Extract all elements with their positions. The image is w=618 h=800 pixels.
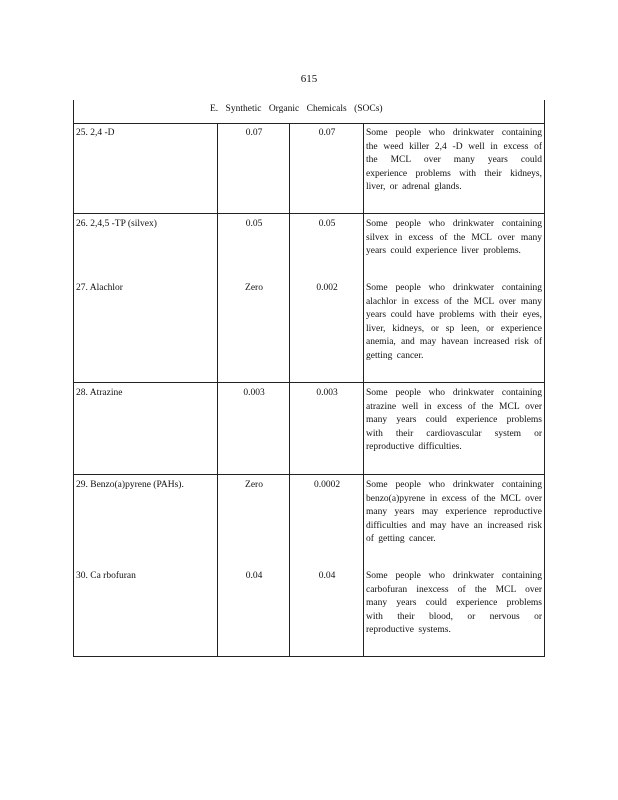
row-rule-1 [73,213,545,214]
column-divider-3 [363,124,364,657]
contaminant-name: 28. Atrazine [76,388,123,398]
mclg-value: 0.04 [318,571,336,581]
mclg-value: 0.0002 [313,480,341,490]
contaminant-name: 29. Benzo(a)pyrene (PAHs). [76,480,184,490]
mcl-value: 0.07 [245,128,263,138]
table-right-border [544,100,545,657]
mcl-value: 0.05 [245,219,263,229]
health-effects-text: Some people who drinkwater containing carbofuran inexcess of the MCL over many years could experience problems with their blood, or nervous or reproductive systems. [366,571,542,636]
contaminant-table [73,100,545,657]
mcl-value: Zero [245,283,263,293]
column-divider-2 [289,124,290,657]
health-effects-text: Some people who drinkwater containing alachlor in excess of the MCL over many years could have problems with their eyes, liver, kidneys, or sp leen, or experience anemia, and may havean increased risk of getting cancer. [366,283,542,361]
section-heading: E. Synthetic Organic Chemicals (SOCs) [210,104,383,114]
row-rule-3 [73,474,545,475]
mclg-value: 0.003 [316,388,338,398]
contaminant-name: 27. Alachlor [76,283,123,293]
table-bottom-rule [73,656,545,657]
health-effects-text: Some people who drinkwater containing atrazine well in excess of the MCL over many years could experience problems with their cardiovascular system or reproductive difficulties. [366,388,542,453]
mcl-value: 0.003 [243,388,265,398]
row-rule-2 [73,382,545,383]
table-left-border [73,100,74,657]
mclg-value: 0.002 [316,283,338,293]
mcl-value: Zero [245,480,263,490]
column-divider-1 [217,124,218,657]
heading-rule [73,123,545,124]
health-effects-text: Some people who drinkwater containing silvex in excess of the MCL over many years could experience liver problems. [366,219,542,257]
contaminant-name: 30. Ca rbofuran [76,571,136,581]
contaminant-name: 25. 2,4 -D [76,128,115,138]
health-effects-text: Some people who drinkwater containing the weed killer 2,4 -D well in excess of the MCL over many years could experience problems with their kidneys, liver, or adrenal glands. [366,128,542,193]
mclg-value: 0.07 [318,128,336,138]
mclg-value: 0.05 [318,219,336,229]
page-number: 615 [300,73,318,85]
health-effects-text: Some people who drinkwater containing benzo(a)pyrene in excess of the MCL over many years may experience reproductive difficulties and may have an increased risk of getting cancer. [366,480,542,545]
contaminant-name: 26. 2,4,5 -TP (silvex) [76,219,157,229]
mcl-value: 0.04 [245,571,263,581]
